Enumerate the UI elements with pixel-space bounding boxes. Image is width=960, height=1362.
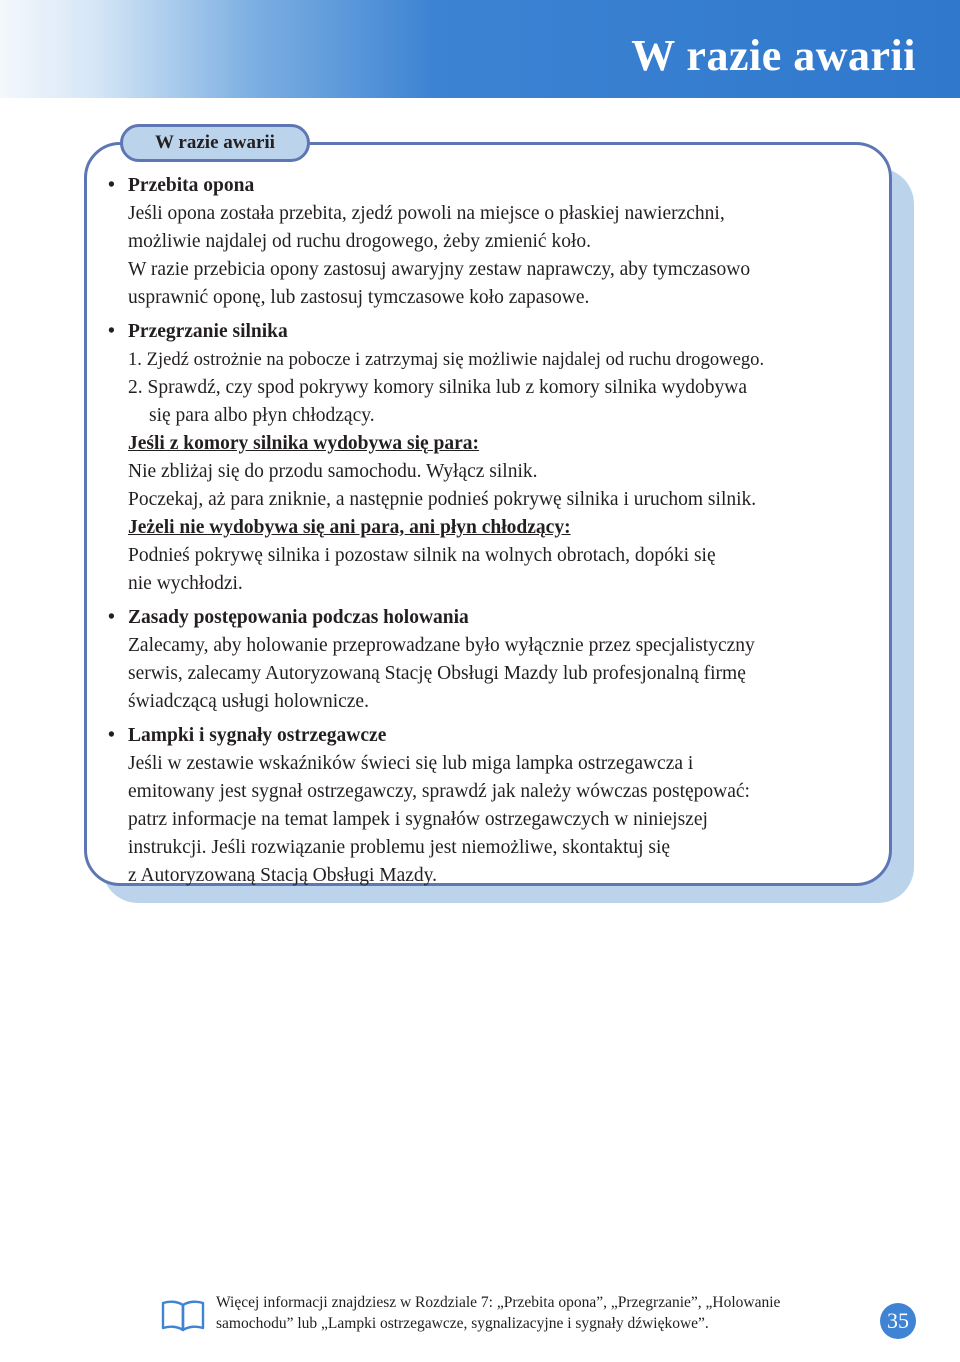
bullet: • xyxy=(108,607,115,628)
text-line: świadczącą usługi holownicze. xyxy=(128,691,369,712)
bullet: • xyxy=(108,321,115,342)
text-line: Jeśli w zestawie wskaźników świeci się lub miga lampka ostrzegawcza i xyxy=(128,753,694,774)
section-towing xyxy=(108,604,878,716)
info-box-tab: W razie awarii xyxy=(120,124,310,162)
text-line: W razie przebicia opony zastosuj awaryjny zestaw naprawczy, aby tymczasowo xyxy=(128,259,751,280)
section-title: Przebita opona xyxy=(128,175,255,196)
text-line: Zalecamy, aby holowanie przeprowadzane było wyłącznie przez specjalistyczny xyxy=(128,635,755,656)
step-2: 2. Sprawdź, czy spod pokrywy komory silnika lub z komory silnika wydobywa xyxy=(128,377,748,398)
text-line: nie wychłodzi. xyxy=(128,573,243,594)
text-line: Poczekaj, aż para zniknie, a następnie podnieś pokrywę silnika i uruchom silnik. xyxy=(128,489,757,510)
page-number-badge: 35 xyxy=(880,1303,916,1339)
footer-note xyxy=(160,1292,880,1334)
footer-line: samochodu” lub „Lampki ostrzegawcze, sygnalizacyjne i sygnały dźwiękowe”. xyxy=(216,1315,709,1332)
step-2-continued: się para albo płyn chłodzący. xyxy=(149,405,375,426)
text-line: instrukcji. Jeśli rozwiązanie problemu jest niemożliwe, skontaktuj się xyxy=(128,837,671,858)
section-warning-lights xyxy=(108,722,878,890)
section-title: Przegrzanie silnika xyxy=(128,321,288,342)
text-line: usprawnić oponę, lub zastosuj tymczasowe koło zapasowe. xyxy=(128,287,590,308)
info-box-content xyxy=(108,172,878,896)
page-header-title: W razie awarii xyxy=(631,31,916,80)
book-icon xyxy=(160,1298,206,1334)
text-line: Jeśli opona została przebita, zjedź powoli na miejsce o płaskiej nawierzchni, xyxy=(128,203,725,224)
text-line: patrz informacje na temat lampek i sygnałów ostrzegawczych w niniejszej xyxy=(128,809,708,830)
text-line: możliwie najdalej od ruchu drogowego, żeby zmienić koło. xyxy=(128,231,591,252)
section-flat-tire xyxy=(108,172,878,312)
step-1: 1. Zjedź ostrożnie na pobocze i zatrzymaj się możliwie najdalej od ruchu drogowego. xyxy=(128,349,765,370)
subheading-no-steam: Jeżeli nie wydobywa się ani para, ani płyn chłodzący: xyxy=(128,517,571,538)
subheading-steam: Jeśli z komory silnika wydobywa się para: xyxy=(128,433,480,454)
text-line: Podnieś pokrywę silnika i pozostaw silnik na wolnych obrotach, dopóki się xyxy=(128,545,716,566)
bullet: • xyxy=(108,175,115,196)
section-title: Lampki i sygnały ostrzegawcze xyxy=(128,725,387,746)
section-title: Zasady postępowania podczas holowania xyxy=(128,607,469,628)
text-line: emitowany jest sygnał ostrzegawczy, sprawdź jak należy wówczas postępować: xyxy=(128,781,750,802)
text-line: serwis, zalecamy Autoryzowaną Stację Obsługi Mazdy lub profesjonalną firmę xyxy=(128,663,746,684)
section-engine-overheat xyxy=(108,318,878,598)
bullet: • xyxy=(108,725,115,746)
text-line: z Autoryzowaną Stacją Obsługi Mazdy. xyxy=(128,865,438,886)
footer-line: Więcej informacji znajdziesz w Rozdziale 7: „Przebita opona”, „Przegrzanie”, „Holowanie xyxy=(216,1294,781,1311)
text-line: Nie zbliżaj się do przodu samochodu. Wyłącz silnik. xyxy=(128,461,538,482)
